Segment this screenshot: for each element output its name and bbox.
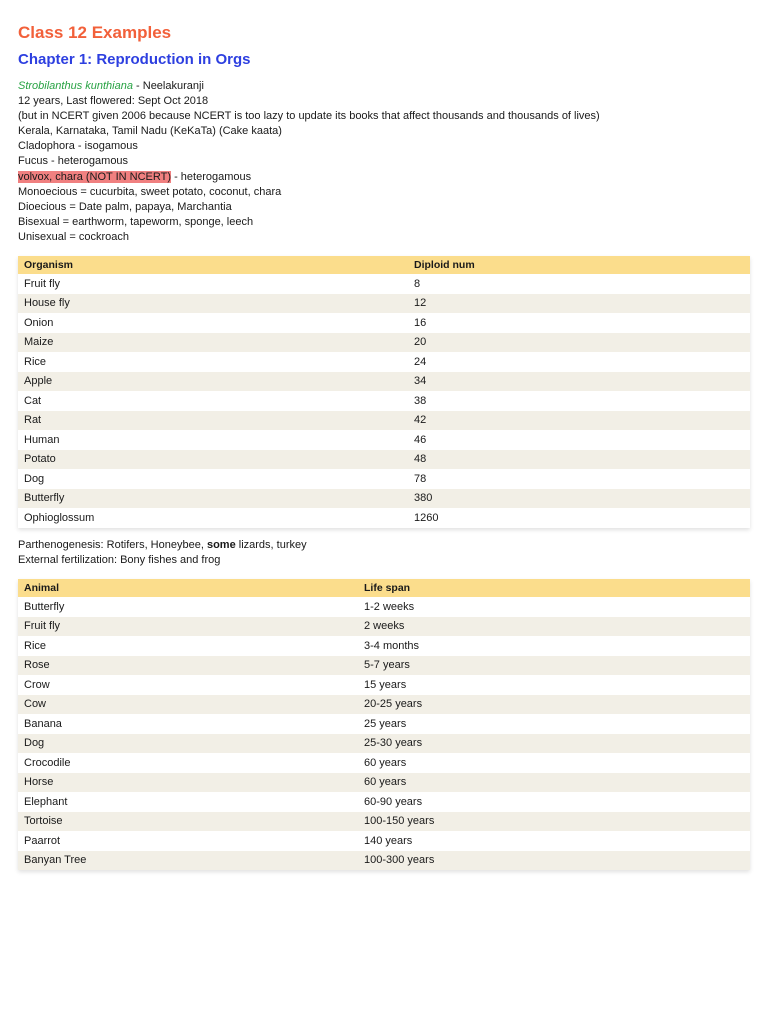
table-row [18, 851, 750, 871]
animal-cell: Rice [18, 636, 358, 656]
diploid-num-cell: 12 [408, 294, 750, 314]
diploid-num-cell: 1260 [408, 508, 750, 528]
animal-cell: Dog [18, 734, 358, 754]
table-row [18, 831, 750, 851]
animal-cell: Rose [18, 656, 358, 676]
organism-cell: Cat [18, 391, 408, 411]
note-line-cladophora: Cladophora - isogamous [18, 140, 138, 153]
organism-cell: Potato [18, 450, 408, 470]
note-line-ncert: (but in NCERT given 2006 because NCERT is too lazy to update its books that affect thousands and thousands of lives) [18, 110, 600, 123]
diploid-num-cell: 16 [408, 313, 750, 333]
organism-cell: Fruit fly [18, 274, 408, 294]
table-row [18, 792, 750, 812]
organism-cell: Apple [18, 372, 408, 392]
column-header-animal: Animal [18, 579, 358, 597]
organism-cell: Onion [18, 313, 408, 333]
table-row [18, 294, 750, 314]
diploid-number-table [18, 256, 750, 528]
animal-cell: Banana [18, 714, 358, 734]
animal-cell: Horse [18, 773, 358, 793]
note-line-dioecious: Dioecious = Date palm, papaya, Marchantia [18, 200, 232, 213]
table-row [18, 734, 750, 754]
animal-cell: Cow [18, 695, 358, 715]
table-row [18, 352, 750, 372]
diploid-num-cell: 8 [408, 274, 750, 294]
life-span-table [18, 579, 750, 870]
organism-cell: Dog [18, 469, 408, 489]
note-line-volvox [18, 170, 750, 185]
volvox-rest: - heterogamous [171, 170, 252, 183]
table-row [18, 508, 750, 528]
note-line-parthenogenesis [18, 538, 307, 553]
table-row [18, 617, 750, 637]
organism-cell: Ophioglossum [18, 508, 408, 528]
species-name: Strobilanthus kunthiana [18, 80, 133, 92]
diploid-num-cell: 78 [408, 469, 750, 489]
organism-cell: Maize [18, 333, 408, 353]
animal-cell: Tortoise [18, 812, 358, 832]
note-line-monoecious: Monoecious = cucurbita, sweet potato, coconut, chara [18, 185, 282, 198]
table-row [18, 714, 750, 734]
column-header-diploid-num: Diploid num [408, 256, 750, 274]
table-body [18, 274, 750, 528]
table-row [18, 773, 750, 793]
table-row [18, 753, 750, 773]
highlighted-text: volvox, chara (NOT IN NCERT) [18, 170, 172, 183]
table-header-row [18, 256, 750, 274]
table-row [18, 274, 750, 294]
table-row [18, 695, 750, 715]
organism-cell: Rice [18, 352, 408, 372]
table-row [18, 489, 750, 509]
organism-cell: House fly [18, 294, 408, 314]
column-header-organism: Organism [18, 256, 408, 274]
diploid-num-cell: 46 [408, 430, 750, 450]
notes-block-2 [18, 538, 307, 568]
table-row [18, 333, 750, 353]
animal-cell: Crow [18, 675, 358, 695]
table-row [18, 469, 750, 489]
column-header-life-span: Life span [358, 579, 750, 597]
note-line-states: Kerala, Karnataka, Tamil Nadu (KeKaTa) (Cake kaata) [18, 125, 282, 138]
life-span-cell: 140 years [358, 831, 750, 851]
table-body [18, 597, 750, 870]
table-header-row [18, 579, 750, 597]
animal-cell: Paarrot [18, 831, 358, 851]
diploid-num-cell: 48 [408, 450, 750, 470]
life-span-cell: 1-2 weeks [358, 597, 750, 617]
life-span-cell: 25 years [358, 714, 750, 734]
note-line-bisexual: Bisexual = earthworm, tapeworm, sponge, leech [18, 215, 254, 228]
organism-cell: Human [18, 430, 408, 450]
organism-cell: Butterfly [18, 489, 408, 509]
table-row [18, 411, 750, 431]
diploid-num-cell: 24 [408, 352, 750, 372]
life-span-cell: 5-7 years [358, 656, 750, 676]
life-span-cell: 60 years [358, 753, 750, 773]
table-row [18, 656, 750, 676]
table-row [18, 313, 750, 333]
table-row [18, 636, 750, 656]
organism-cell: Rat [18, 411, 408, 431]
life-span-cell: 2 weeks [358, 617, 750, 637]
life-span-cell: 60-90 years [358, 792, 750, 812]
animal-cell: Banyan Tree [18, 851, 358, 871]
note-line-fucus: Fucus - heterogamous [18, 155, 129, 168]
table-row [18, 391, 750, 411]
life-span-cell: 60 years [358, 773, 750, 793]
life-span-cell: 3-4 months [358, 636, 750, 656]
table-row [18, 812, 750, 832]
diploid-num-cell: 42 [408, 411, 750, 431]
life-span-cell: 25-30 years [358, 734, 750, 754]
page-title: Class 12 Examples [18, 23, 172, 42]
note-line-unisexual: Unisexual = cockroach [18, 230, 129, 243]
parthenogenesis-suffix: lizards, turkey [235, 539, 307, 551]
note-line-flowering: 12 years, Last flowered: Sept Oct 2018 [18, 95, 209, 108]
diploid-num-cell: 34 [408, 372, 750, 392]
diploid-num-cell: 380 [408, 489, 750, 509]
notes-block [18, 79, 750, 245]
animal-cell: Butterfly [18, 597, 358, 617]
table-row [18, 675, 750, 695]
diploid-num-cell: 20 [408, 333, 750, 353]
animal-cell: Crocodile [18, 753, 358, 773]
note-line-external-fertilization: External fertilization: Bony fishes and frog [18, 554, 221, 567]
life-span-cell: 100-150 years [358, 812, 750, 832]
animal-cell: Fruit fly [18, 617, 358, 637]
bold-text: some [206, 539, 236, 551]
table-row [18, 597, 750, 617]
life-span-cell: 20-25 years [358, 695, 750, 715]
note-line-strobilanthus [18, 79, 750, 94]
life-span-cell: 15 years [358, 675, 750, 695]
table-row [18, 450, 750, 470]
table-row [18, 430, 750, 450]
species-common-name: - Neelakuranji [132, 80, 204, 92]
chapter-heading: Chapter 1: Reproduction in Orgs [18, 51, 251, 68]
animal-cell: Elephant [18, 792, 358, 812]
diploid-num-cell: 38 [408, 391, 750, 411]
life-span-cell: 100-300 years [358, 851, 750, 871]
table-row [18, 372, 750, 392]
parthenogenesis-text: Parthenogenesis: Rotifers, Honeybee, [18, 539, 207, 551]
